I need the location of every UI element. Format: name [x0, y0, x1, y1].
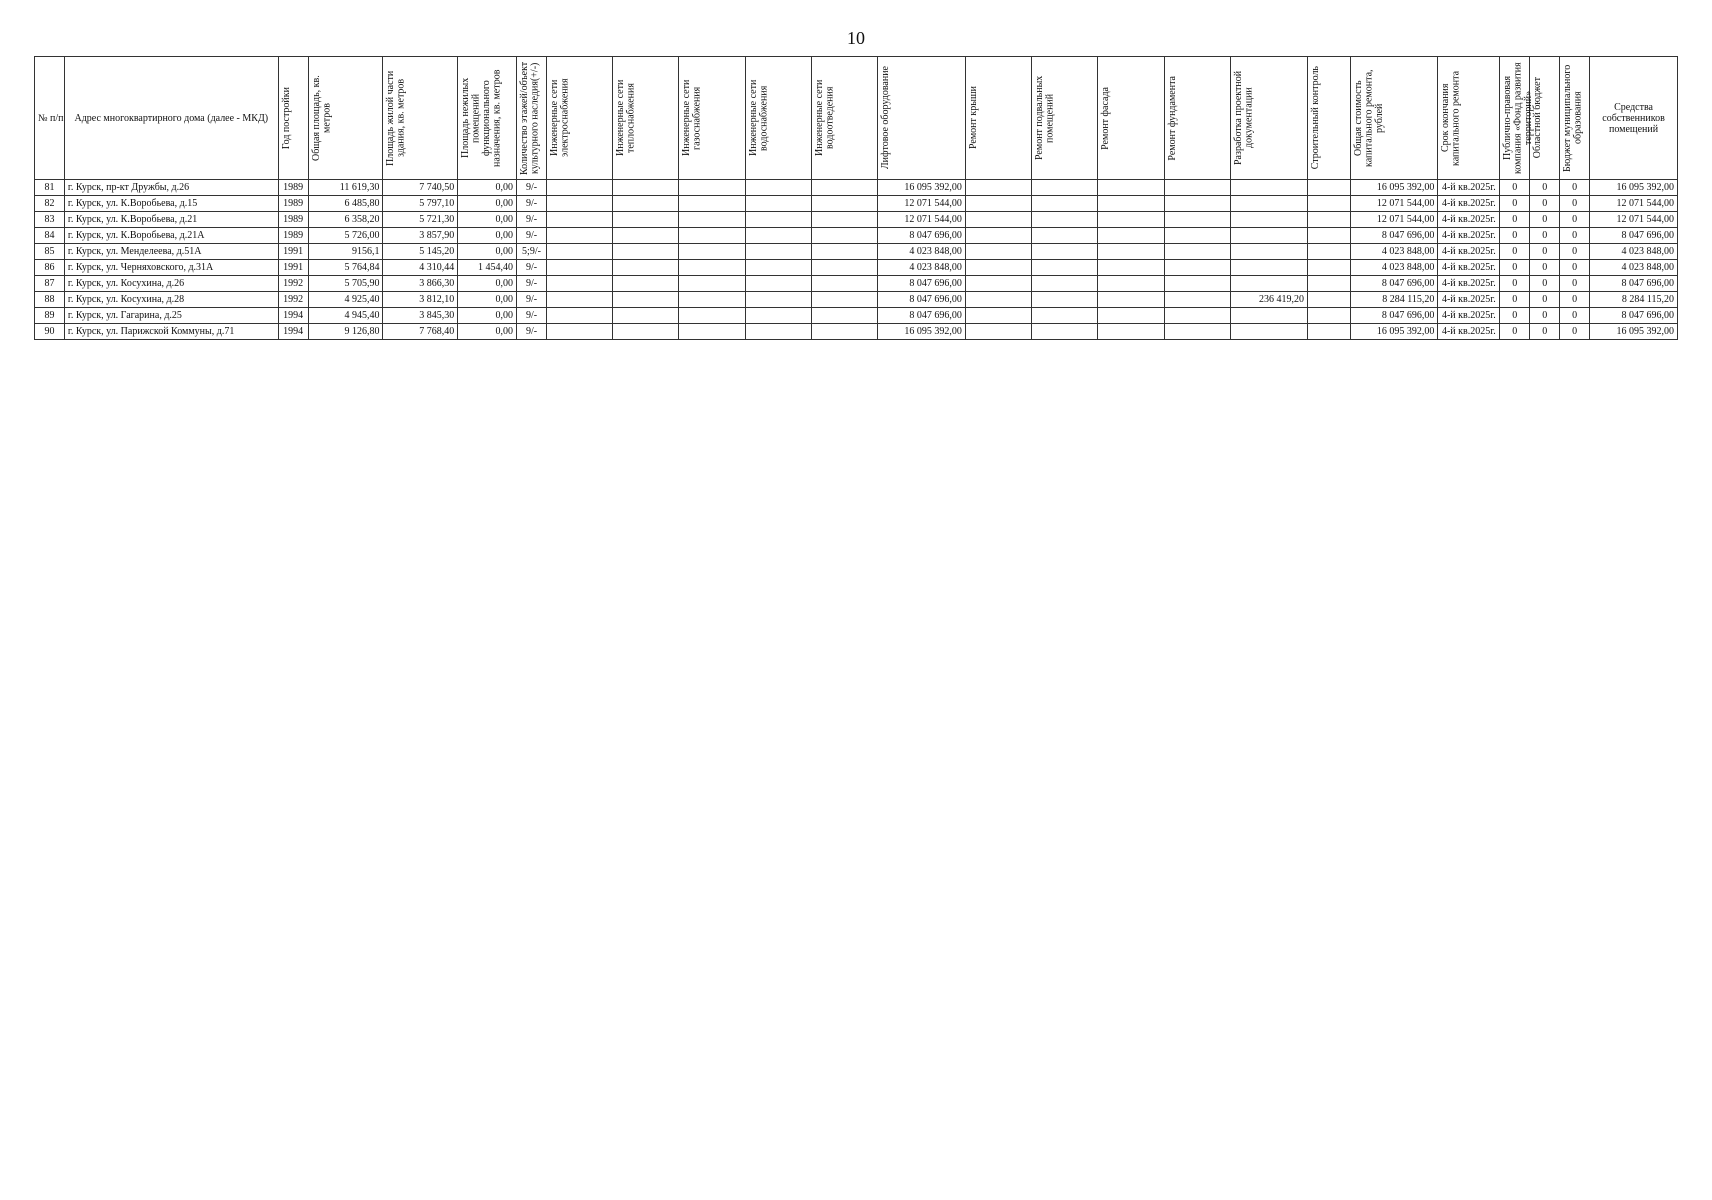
header-facade: Ремонт фасада — [1098, 57, 1164, 180]
header-total-area: Общая площадь, кв. метров — [308, 57, 383, 180]
table-header-row — [35, 57, 1678, 180]
table-row: 83 г. Курск, ул. К.Воробьева, д.21 1989 6 358,20 5 721,30 0,00 9/- 12 071 544,00 12 071 544,00 4-й кв.2025г. 0 0 0 12 071 544,00 — [35, 212, 1678, 228]
table-row: 86 г. Курск, ул. Черняховского, д.31А 1991 5 764,84 4 310,44 1 454,40 9/- 4 023 848,00 4 023 848,00 4-й кв.2025г. 0 0 0 4 023 848,00 — [35, 260, 1678, 276]
header-roof: Ремонт крыши — [965, 57, 1031, 180]
header-nonresidential-area: Площадь нежилых помещений функционального назначения, кв. метров — [458, 57, 517, 180]
page-number: 10 — [847, 28, 865, 48]
table-row: 82 г. Курск, ул. К.Воробьева, д.15 1989 6 485,80 5 797,10 0,00 9/- 12 071 544,00 12 071 544,00 4-й кв.2025г. 0 0 0 12 071 544,00 — [35, 196, 1678, 212]
header-regional-budget: Областной бюджет — [1530, 57, 1560, 180]
table-row: 90 г. Курск, ул. Парижской Коммуны, д.71 1994 9 126,80 7 768,40 0,00 9/- 16 095 392,00 16 095 392,00 4-й кв.2025г. 0 0 0 16 095 392,00 — [35, 324, 1678, 340]
header-living-area: Площадь жилой части здания, кв. метров — [383, 57, 458, 180]
header-heating: Инженерные сети теплоснабжения — [613, 57, 679, 180]
header-number: № п/п — [35, 57, 65, 180]
table-row: 89 г. Курск, ул. Гагарина, д.25 1994 4 945,40 3 845,30 0,00 9/- 8 047 696,00 8 047 696,00 4-й кв.2025г. 0 0 0 8 047 696,00 — [35, 308, 1678, 324]
capital-repair-table — [34, 56, 1678, 340]
table-row: 85 г. Курск, ул. Менделеева, д.51А 1991 9156,1 5 145,20 0,00 5;9/- 4 023 848,00 4 023 848,00 4-й кв.2025г. 0 0 0 4 023 848,00 — [35, 244, 1678, 260]
header-year: Год постройки — [278, 57, 308, 180]
table-container — [34, 56, 1678, 340]
header-owners-funds: Средства собственников помещений — [1590, 57, 1678, 180]
header-gas: Инженерные сети газоснабжения — [679, 57, 745, 180]
header-address: Адрес многоквартирного дома (далее - МКД) — [64, 57, 278, 180]
table-row: 87 г. Курск, ул. Косухина, д.26 1992 5 705,90 3 866,30 0,00 9/- 8 047 696,00 8 047 696,00 4-й кв.2025г. 0 0 0 8 047 696,00 — [35, 276, 1678, 292]
table-row: 84 г. Курск, ул. К.Воробьева, д.21А 1989 5 726,00 3 857,90 0,00 9/- 8 047 696,00 8 047 696,00 4-й кв.2025г. 0 0 0 8 047 696,00 — [35, 228, 1678, 244]
header-fund: Публично-правовая компания «Фонд развития территорий» — [1500, 57, 1530, 180]
header-construction-control: Строительный контроль — [1307, 57, 1350, 180]
header-lift: Лифтовое оборудование — [878, 57, 966, 180]
header-electricity: Инженерные сети электроснабжения — [546, 57, 612, 180]
header-drainage: Инженерные сети водоотведения — [812, 57, 878, 180]
table-row: 88 г. Курск, ул. Косухина, д.28 1992 4 925,40 3 812,10 0,00 9/- 8 047 696,00 236 419,20 8 284 115,20 4-й кв.2025г. 0 0 0 8 284 115,20 — [35, 292, 1678, 308]
table-row: 81 г. Курск, пр-кт Дружбы, д.26 1989 11 619,30 7 740,50 0,00 9/- 16 095 392,00 16 095 392,00 4-й кв.2025г. 0 0 0 16 095 392,00 — [35, 180, 1678, 196]
table-body — [35, 180, 1678, 340]
header-total-cost: Общая стоимость капитального ремонта, рублей — [1350, 57, 1438, 180]
header-foundation: Ремонт фундамента — [1164, 57, 1230, 180]
header-water: Инженерные сети водоснабжения — [745, 57, 811, 180]
header-deadline: Срок окончания капитального ремонта — [1438, 57, 1500, 180]
header-floors: Количество этажей/объект культурного наследия(+/-) — [517, 57, 547, 180]
header-municipal-budget: Бюджет муниципального образования — [1560, 57, 1590, 180]
header-design: Разработка проектной документации — [1230, 57, 1307, 180]
header-basement: Ремонт подвальных помещений — [1032, 57, 1098, 180]
